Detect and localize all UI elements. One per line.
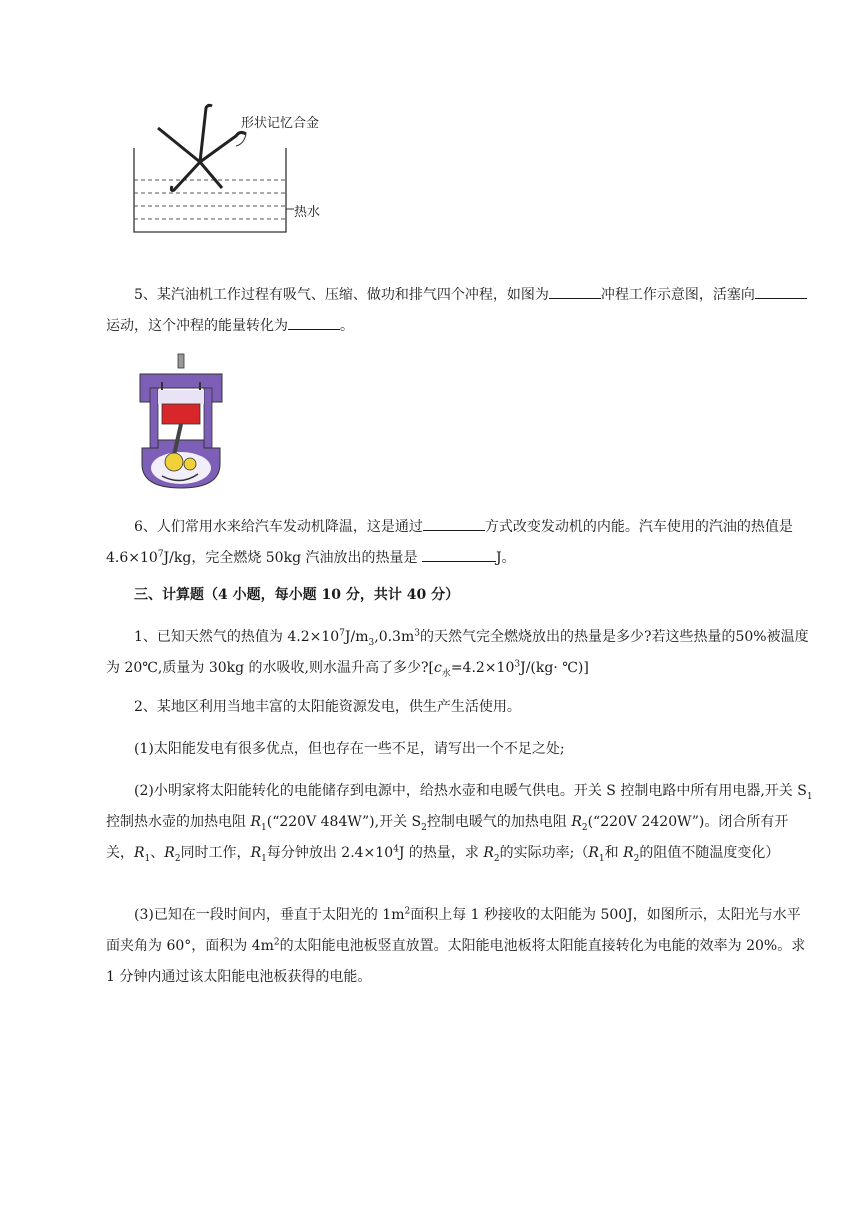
c2p2-part: J 的热量，求 [398,845,484,861]
c2p2-sub: 2 [174,853,181,864]
c2p2-part: 控制电暖气的加热电阻 [426,814,572,830]
c1-var: c [433,660,442,676]
c2p2-var: R [623,845,634,861]
q5-text-a: 5、某汽油机工作过程有吸气、压缩、做功和排气四个冲程，如图为 [134,287,549,303]
c2p2-part: 、 [150,845,165,861]
engine-diagram [132,352,230,490]
c2p2-sub: 2 [493,853,500,864]
c2p2-part: 每分钟放出 2.4×10 [266,845,394,861]
q6-blank-method[interactable] [423,515,485,531]
q5-blank-energy[interactable] [288,314,340,330]
calc-question-1 [106,622,814,684]
c2p2-part: (“220V 484W”),开关 S [266,814,422,830]
q6-blank-heat[interactable] [422,546,496,562]
c2p2-sub: 1 [598,853,605,864]
c2p2-sub: 2 [581,822,588,833]
q5-text-b: 冲程工作示意图，活塞向 [600,287,755,303]
c2p3-part: 的太阳能电池板竖直放置。太阳能电池板将太阳能直接转化为电能的效率为 20%。求 1 分钟内通过该太阳能电池板获得的电能。 [106,938,806,985]
q6-text-c: J/kg，完全燃烧 50kg 汽油放出的热量是 [163,550,422,566]
c1-part: ,0.3m [374,629,415,645]
calc-question-2-part-3 [106,900,814,993]
c1-part: =4.2×10 [450,660,515,676]
c2p2-sub: 2 [421,822,427,833]
hot-water-label: 热水 [294,205,321,220]
c1-part: J/(kg· ℃)] [520,660,589,676]
c2p2-part: (“220V 2420W”)。闭合所有开关， [106,814,789,861]
c2p2-part: 和 [604,845,624,861]
c1-sub: 3 [368,637,375,648]
c1-part: 的天然气完全燃烧放出的热量是多少?若这些热量的50%被温度为 20℃,质量为 30kg 的水吸收,则水温升高了多少?[ [106,629,809,676]
q6-text-b: 方式改变发动机的内能。汽车使用的汽油的热值是 4.6×10 [106,519,793,566]
c2p2-part: 控制热水壶的加热电阻 [106,814,251,830]
question-6 [106,512,814,574]
c2p2-part: 的阻值不随温度变化） [639,845,780,861]
c2p3-part: (3)已知在一段时间内，垂直于太阳光的 1m [134,907,405,923]
c2p2-var: R [134,845,145,861]
c1-part: J/m [344,629,369,645]
calc-question-2-part-2 [106,776,814,869]
c2p3-sup: 2 [404,906,411,917]
c2p2-var: R [164,845,175,861]
c1-sup: 3 [514,659,521,670]
calc-question-2-part-1: (1)太阳能发电有很多优点，但也存在一些不足，请写出一个不足之处; [134,741,565,757]
section-heading: 三、计算题（4 小题，每小题 10 分，共计 40 分） [134,587,460,603]
c2p2-sub: 1 [261,853,267,864]
c2p3-sup: 2 [273,937,280,948]
c1-sup: 3 [414,628,420,639]
c2p2-part: (2)小明家将太阳能转化的电能储存到电源中，给热水壶和电暖气供电。开关 S 控制电路中所有用电器,开关 S [134,783,807,799]
q5-blank-stroke[interactable] [549,283,601,299]
q5-text-d: 。 [340,318,354,334]
c2p2-sub: 1 [806,791,813,802]
c2p2-sub: 1 [261,822,267,833]
c2p2-var: R [571,814,582,830]
engine-stroke-figure [132,352,230,490]
c1-part: 1、已知天然气的热值为 4.2×10 [134,629,340,645]
c2p2-var: R [483,845,494,861]
c2p2-var: R [250,814,261,830]
c1-sup: 7 [339,628,345,639]
c2p2-var: R [250,845,262,861]
shape-memory-alloy-figure [128,100,368,240]
c2p2-part: 同时工作， [180,845,251,861]
c2p2-part: 的实际功率;（ [499,845,589,861]
q6-text-a: 6、人们常用水来给汽车发动机降温，这是通过 [134,519,423,535]
c2p2-sub: 2 [633,853,640,864]
q6-exponent: 7 [157,549,164,560]
alloy-label: 形状记忆合金 [241,116,320,131]
c2p2-sub: 1 [144,853,151,864]
question-5 [106,280,814,342]
c2p2-sup: 4 [393,844,399,855]
c2p2-var: R [588,845,599,861]
c2p3-part: 面积上每 1 秒接收的太阳能为 500J，如图所示，太阳光与水平面夹角为 60°，面积为 4m [106,907,801,954]
c1-sub: 水 [441,668,451,679]
q5-blank-direction[interactable] [755,283,807,299]
q6-text-d: J。 [495,550,516,566]
calc-question-2-intro: 2、某地区利用当地丰富的太阳能资源发电，供生产生活使用。 [134,699,521,715]
q5-text-c: 运动，这个冲程的能量转化为 [106,318,288,334]
